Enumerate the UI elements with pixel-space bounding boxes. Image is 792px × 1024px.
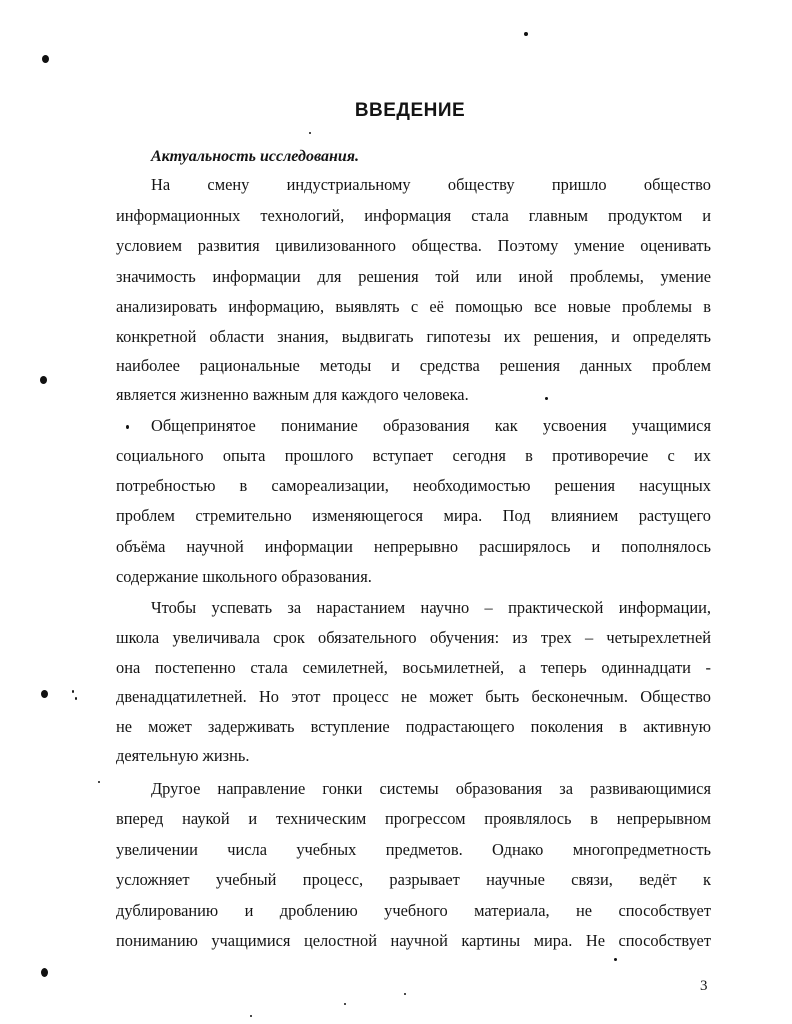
scan-mark (75, 697, 77, 700)
text-line: значимость информации для решения той или иной проблемы, умение (116, 267, 711, 286)
page-number: 3 (700, 978, 708, 994)
text-line: содержание школьного образования. (116, 567, 372, 586)
scan-mark (41, 690, 48, 698)
text-line: конкретной области знания, выдвигать гипотезы их решения, и определять (116, 327, 711, 346)
text-line: школа увеличивала срок обязательного обучения: из трех – четырехлетней (116, 628, 711, 647)
text-line: двенадцатилетней. Но этот процесс не может быть бесконечным. Общество (116, 687, 711, 706)
scan-mark (126, 425, 129, 429)
scan-mark (42, 55, 49, 63)
text-line: социального опыта прошлого вступает сегодня в противоречие с их (116, 446, 711, 465)
text-line: вперед наукой и техническим прогрессом проявлялось в непрерывном (116, 809, 711, 828)
text-line: Чтобы успевать за нарастанием научно – практической информации, (151, 598, 711, 617)
scan-mark (40, 376, 47, 384)
scan-mark (344, 1003, 346, 1005)
text-line: Общепринятое понимание образования как усвоения учащимися (151, 416, 711, 435)
text-line: информационных технологий, информация стала главным продуктом и (116, 206, 711, 225)
scan-mark (309, 132, 311, 134)
text-line: она постепенно стала семилетней, восьмилетней, а теперь одиннадцати - (116, 658, 711, 677)
scan-mark (98, 781, 100, 783)
scan-mark (404, 993, 406, 995)
scan-mark (524, 32, 528, 36)
text-line: Другое направление гонки системы образования за развивающимися (151, 779, 711, 798)
scan-mark (545, 397, 548, 400)
text-line: не может задерживать вступление подрастающего поколения в активную (116, 717, 711, 736)
text-line: усложняет учебный процесс, разрывает научные связи, ведёт к (116, 870, 711, 889)
text-line: потребностью в самореализации, необходимостью решения насущных (116, 476, 711, 495)
text-line: наиболее рациональные методы и средства решения данных проблем (116, 356, 711, 375)
text-line: анализировать информацию, выявлять с её помощью все новые проблемы в (116, 297, 711, 316)
text-line: является жизненно важным для каждого человека. (116, 385, 469, 404)
text-line: деятельную жизнь. (116, 746, 250, 765)
text-line: дублированию и дроблению учебного материала, не способствует (116, 901, 711, 920)
text-line: На смену индустриальному обществу пришло общество (151, 175, 711, 194)
scan-mark (72, 690, 74, 693)
text-line: проблем стремительно изменяющегося мира. Под влиянием растущего (116, 506, 711, 525)
section-heading: Актуальность исследования. (151, 148, 359, 165)
text-line: пониманию учащимися целостной научной картины мира. Не способствует (116, 931, 711, 950)
text-line: увеличении числа учебных предметов. Однако многопредметность (116, 840, 711, 859)
scan-mark (250, 1015, 252, 1017)
scan-mark (41, 968, 48, 977)
text-line: условием развития цивилизованного общества. Поэтому умение оценивать (116, 236, 711, 255)
scan-mark (614, 958, 617, 961)
text-line: объёма научной информации непрерывно расширялось и пополнялось (116, 537, 711, 556)
page-title: ВВЕДЕНИЕ (354, 100, 466, 121)
